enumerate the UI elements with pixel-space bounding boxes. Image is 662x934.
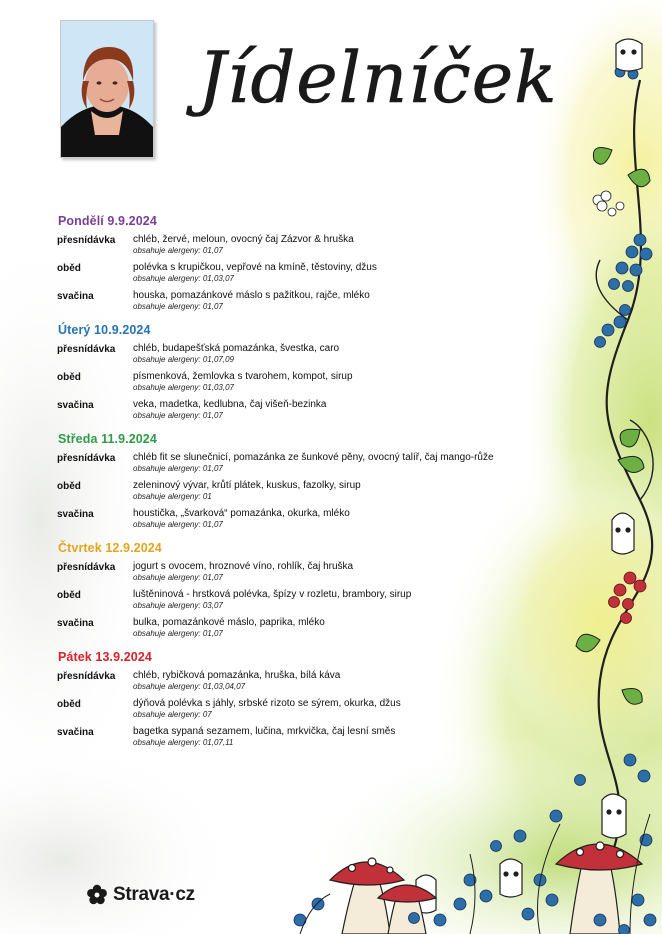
day-title: Pátek 13.9.2024 [58, 650, 152, 664]
meal-row [57, 234, 577, 262]
page-title [190, 10, 558, 140]
meal-allergens: obsahuje alergeny: 01 [133, 492, 212, 501]
day-monday [57, 214, 577, 318]
meal-row [57, 290, 577, 318]
meal-allergens: obsahuje alergeny: 01,07,09 [133, 355, 234, 364]
cook-portrait-photo [60, 20, 154, 158]
meal-label: přesnídávka [57, 235, 116, 246]
meal-description: polévka s krupičkou, vepřové na kmíně, těstoviny, džus [133, 262, 377, 273]
weekly-menu [57, 214, 577, 759]
meal-allergens: obsahuje alergeny: 01,07 [133, 246, 223, 255]
meal-allergens: obsahuje alergeny: 01,03,07 [133, 274, 234, 283]
day-friday [57, 650, 577, 754]
meal-description: houska, pomazánkové máslo s pažitkou, rajče, mléko [133, 290, 370, 301]
meal-description: chléb, budapešťská pomazánka, švestka, caro [133, 343, 340, 354]
meal-row [57, 698, 577, 726]
meal-allergens: obsahuje alergeny: 07 [133, 710, 212, 719]
meal-description: bagetka sypaná sezamem, lučina, mrkvička, čaj lesní směs [133, 726, 396, 737]
meal-label: svačina [57, 618, 94, 629]
day-tuesday [57, 323, 577, 427]
meal-description: bulka, pomazánkové máslo, paprika, mléko [133, 617, 325, 628]
meal-label: oběd [57, 263, 81, 274]
meal-label: přesnídávka [57, 562, 116, 573]
meal-row [57, 262, 577, 290]
meal-allergens: obsahuje alergeny: 01,07 [133, 520, 223, 529]
meal-allergens: obsahuje alergeny: 01,07 [133, 302, 223, 311]
meal-row [57, 399, 577, 427]
meal-allergens: obsahuje alergeny: 01,07,11 [133, 738, 234, 747]
meal-allergens: obsahuje alergeny: 01,03,07 [133, 383, 234, 392]
day-thursday [57, 541, 577, 645]
meal-label: svačina [57, 400, 94, 411]
meal-description: dýňová polévka s jáhly, srbské rizoto se sýrem, okurka, džus [133, 698, 401, 709]
meal-description: chléb, rybičková pomazánka, hruška, bílá káva [133, 670, 341, 681]
page-title-text: Jídelníček [198, 37, 558, 119]
meal-allergens: obsahuje alergeny: 01,07 [133, 629, 223, 638]
day-title: Středa 11.9.2024 [58, 432, 157, 446]
meal-description: chléb fit se slunečnicí, pomazánka ze šunkové pěny, ovocný talíř, čaj mango-růže [133, 452, 494, 463]
meal-label: přesnídávka [57, 453, 116, 464]
meal-label: oběd [57, 481, 81, 492]
meal-allergens: obsahuje alergeny: 01,07 [133, 573, 223, 582]
meal-label: přesnídávka [57, 671, 116, 682]
meal-allergens: obsahuje alergeny: 03,07 [133, 601, 223, 610]
meal-row [57, 508, 577, 536]
meal-row [57, 371, 577, 399]
meal-row [57, 617, 577, 645]
day-title: Úterý 10.9.2024 [58, 323, 151, 337]
meal-row [57, 452, 577, 480]
meal-label: oběd [57, 590, 81, 601]
day-wednesday [57, 432, 577, 536]
strava-logo [86, 881, 195, 909]
meal-allergens: obsahuje alergeny: 01,07 [133, 411, 223, 420]
meal-label: svačina [57, 291, 94, 302]
meal-label: přesnídávka [57, 344, 116, 355]
meal-label: oběd [57, 372, 81, 383]
day-title: Čtvrtek 12.9.2024 [58, 541, 162, 555]
meal-row [57, 343, 577, 371]
meal-row [57, 561, 577, 589]
strava-logo-text: Strava·cz [113, 884, 195, 905]
meal-allergens: obsahuje alergeny: 01,03,04,07 [133, 682, 246, 691]
meal-description: chléb, žervé, meloun, ovocný čaj Zázvor & hruška [133, 234, 354, 245]
meal-description: jogurt s ovocem, hroznové víno, rohlík, čaj hruška [133, 561, 354, 572]
meal-label: svačina [57, 727, 94, 738]
meal-row [57, 589, 577, 617]
meal-allergens: obsahuje alergeny: 01,07 [133, 464, 223, 473]
meal-description: zeleninový vývar, krůtí plátek, kuskus, fazolky, sirup [133, 480, 361, 491]
meal-description: luštěninová - hrstková polévka, špízy v rozletu, brambory, sirup [133, 589, 412, 600]
meal-label: oběd [57, 699, 81, 710]
meal-description: písmenková, žemlovka s tvarohem, kompot, sirup [133, 371, 353, 382]
meal-description: houstička, „švarková“ pomazánka, okurka, mléko [133, 508, 350, 519]
day-title: Pondělí 9.9.2024 [58, 214, 157, 228]
meal-row [57, 670, 577, 698]
meal-row [57, 480, 577, 508]
meal-description: veka, madetka, kedlubna, čaj višeň-bezinka [133, 399, 327, 410]
flower-icon [86, 884, 108, 906]
meal-row [57, 726, 577, 754]
meal-label: svačina [57, 509, 94, 520]
